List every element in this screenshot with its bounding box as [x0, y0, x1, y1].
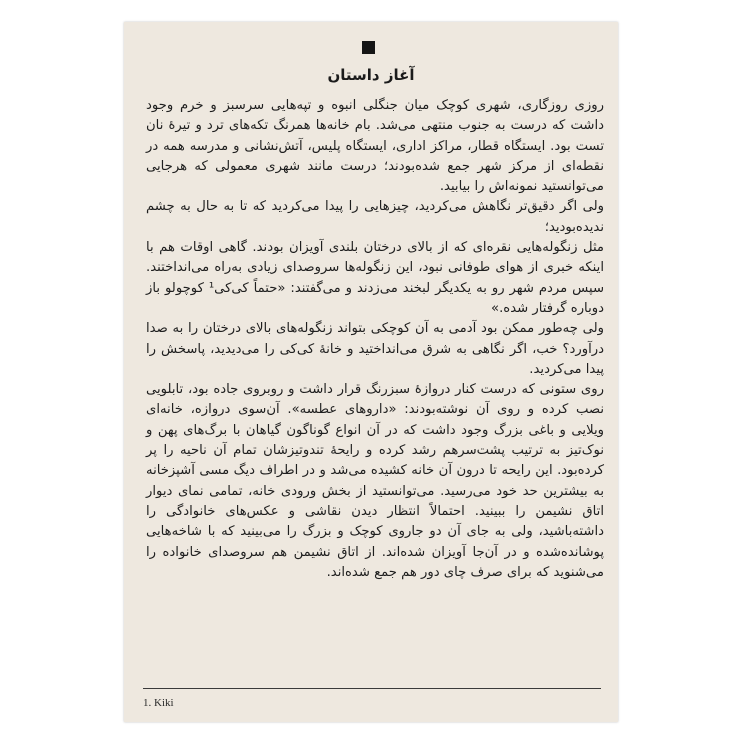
footnote: 1. Kiki	[143, 697, 174, 709]
chapter-square-marker	[362, 41, 375, 54]
body-text	[146, 96, 604, 583]
footnote-divider	[143, 688, 601, 689]
paragraph: مثل زنگوله‌هایی نقره‌ای که از بالای درختان بلندی آویزان بودند. گاهی اوقات هم با اینکه خبری از هوای طوفانی نبود، این زنگوله‌ها سروصدای زیادی به‌راه می‌انداختند. سپس مردم شهر رو به یکدیگر لبخند می‌زدند و می‌گفتند: «حتماً کی‌کی¹ کوچولو باز دوباره گرفتار شده.»	[146, 240, 605, 316]
paragraph: روی ستونی که درست کنار دروازهٔ سبزرنگ قرار داشت و روبروی جاده بود، تابلویی نصب کرده و روی آن نوشته‌بودند: «داروهای عطسه». آن‌سوی دروازه، خانه‌ای ویلایی و باغی بزرگ وجود داشت که در آن انواع گوناگون گیاهان با برگ‌های پهن و نوک‌تیز به ترتیب پشت‌سرهم رشد کرده و رایحهٔ تندوتیزشان تمام آن ناحیه را پر کرده‌بود. این رایحه تا درون آن خانه کشیده می‌شد و در اطراف دیگ مسی آشپزخانه به بیشترین حد خود می‌رسید. می‌توانستید از بخش ورودی خانه، تمامی نمای دیوار اتاق نشیمن را ببینید. احتمالاً انتظار دیدن نقاشی و عکس‌های خانوادگی را داشته‌باشید، ولی به جای آن دو جاروی کوچک و بزرگ را می‌بینید که با شاخه‌هایی پوشانده‌شده و در آن‌جا آویزان شده‌اند. از اتاق نشیمن هم سروصدای خانواده را می‌شنوید که برای صرف چای دور هم جمع شده‌اند.	[146, 382, 604, 580]
paragraph: روزی روزگاری، شهری کوچک میان جنگلی انبوه و تپه‌هایی سرسبز و خرم وجود داشت که درست به جنوب منتهی می‌شد. بام خانه‌ها همرنگ تکه‌های ترد و تیرهٔ نان تست بود. ایستگاه قطار، مراکز اداری، ایستگاه پلیس، آتش‌نشانی و مدرسه همه در نقطه‌ای از مرکز شهر جمع شده‌بودند؛ درست مانند شهری معمولی که هرجایی می‌توانستید نمونه‌اش را بیابید.	[146, 98, 604, 195]
paragraph: ولی اگر دقیق‌تر نگاهش می‌کردید، چیزهایی را پیدا می‌کردید که تا به حال به چشم ندیده‌بودید؛	[146, 199, 604, 235]
chapter-title: آغاز داستان	[327, 66, 415, 84]
paragraph: ولی چه‌طور ممکن بود آدمی به آن کوچکی بتواند زنگوله‌های بالای درختان را به صدا درآورد؟ خب، اگر نگاهی به شرق می‌انداختید و خانهٔ کی‌کی را می‌دیدید، پاسخش را پیدا می‌کردید.	[146, 321, 604, 377]
